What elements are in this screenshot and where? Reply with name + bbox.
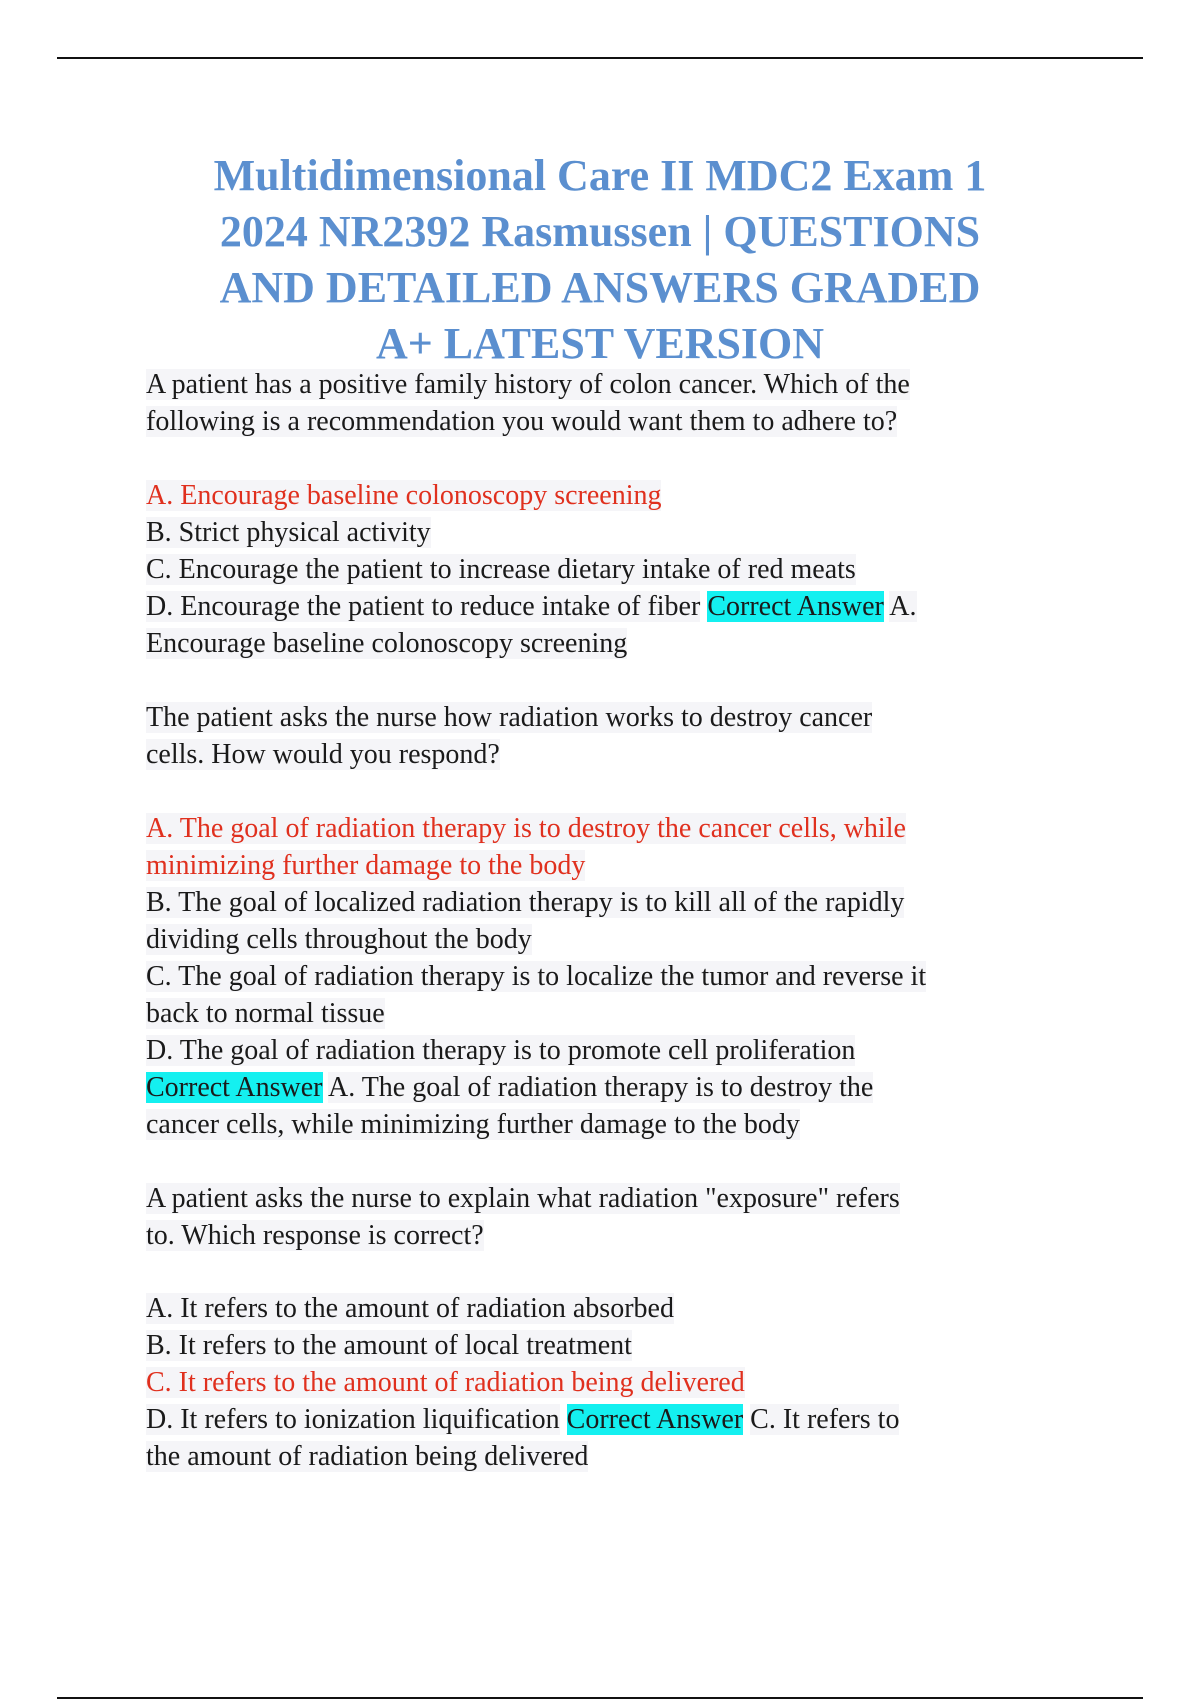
- option: C. The goal of radiation therapy is to localize the tumor and reverse it: [146, 961, 927, 992]
- answer-text-line: the amount of radiation being delivered: [146, 1441, 589, 1472]
- question-text-line: cells. How would you respond?: [146, 739, 500, 770]
- title-line: A+ LATEST VERSION: [375, 319, 825, 368]
- document-body: [146, 366, 1066, 1475]
- answer-text-line: cancer cells, while minimizing further damage to the body: [146, 1109, 800, 1140]
- option: A. It refers to the amount of radiation absorbed: [146, 1293, 674, 1324]
- question-block: [146, 366, 1066, 662]
- question-text-line: following is a recommendation you would want them to adhere to?: [146, 406, 898, 437]
- question-text-line: to. Which response is correct?: [146, 1220, 484, 1251]
- question-text-line: The patient asks the nurse how radiation works to destroy cancer: [146, 702, 873, 733]
- title-line: AND DETAILED ANSWERS GRADED: [219, 263, 981, 312]
- document-title: [140, 148, 1060, 372]
- option-correct: minimizing further damage to the body: [146, 850, 586, 881]
- option-correct: A. Encourage baseline colonoscopy screening: [146, 480, 662, 511]
- title-line: Multidimensional Care II MDC2 Exam 1: [213, 151, 987, 200]
- top-rule: [57, 57, 1143, 59]
- question-block: [146, 699, 1066, 1143]
- question-text-line: A patient has a positive family history of colon cancer. Which of the: [146, 369, 910, 400]
- option: B. Strict physical activity: [146, 517, 431, 548]
- answer-line: Correct Answer A. The goal of radiation therapy is to destroy the: [146, 1072, 874, 1103]
- option: dividing cells throughout the body: [146, 924, 532, 955]
- bottom-rule: [57, 1697, 1143, 1699]
- title-line: 2024 NR2392 Rasmussen | QUESTIONS: [219, 207, 981, 256]
- option-with-answer: D. It refers to ionization liquification Correct Answer C. It refers to: [146, 1404, 900, 1435]
- option: B. The goal of localized radiation therapy is to kill all of the rapidly: [146, 887, 905, 918]
- answer-text-line: Encourage baseline colonoscopy screening: [146, 628, 628, 659]
- question-block: [146, 1180, 1066, 1475]
- option-correct: C. It refers to the amount of radiation being delivered: [146, 1367, 745, 1398]
- option-with-answer: D. Encourage the patient to reduce intake of fiber Correct Answer A.: [146, 591, 917, 622]
- question-text-line: A patient asks the nurse to explain what radiation "exposure" refers: [146, 1183, 900, 1214]
- correct-answer-label: Correct Answer: [707, 591, 884, 622]
- correct-answer-label: Correct Answer: [146, 1072, 323, 1103]
- option: C. Encourage the patient to increase dietary intake of red meats: [146, 554, 856, 585]
- option-correct: A. The goal of radiation therapy is to destroy the cancer cells, while: [146, 813, 906, 844]
- option: back to normal tissue: [146, 998, 385, 1029]
- correct-answer-label: Correct Answer: [566, 1404, 744, 1435]
- option: D. The goal of radiation therapy is to promote cell proliferation: [146, 1035, 856, 1066]
- option: B. It refers to the amount of local treatment: [146, 1330, 632, 1361]
